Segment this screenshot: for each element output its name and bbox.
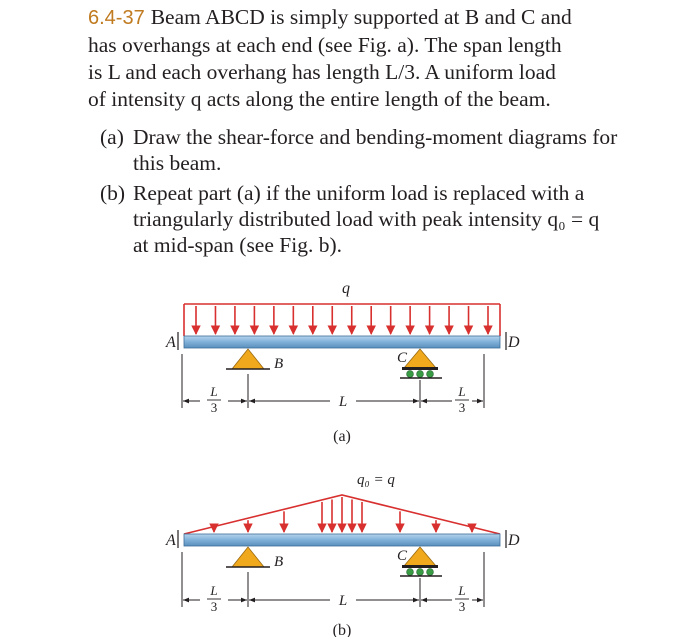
point-a-label: A [166, 334, 176, 351]
figure-a-diagram [0, 280, 700, 460]
problem-line-3: is L and each overhang has length L/3. A uniform load [88, 60, 556, 84]
part-a-label: (a) [100, 125, 124, 149]
dimensions [182, 354, 484, 408]
overhang-num-right: L [458, 583, 466, 598]
problem-statement [88, 4, 628, 113]
load-arrows [196, 306, 488, 334]
figure-b [0, 455, 700, 635]
point-d-label: D [508, 334, 520, 351]
figure-b-diagram [0, 455, 700, 637]
part-b-text: Repeat part (a) if the uniform load is replaced with a triangularly distributed load with peak intensity q₀ = q at mid-span (see Fig. b). [133, 181, 600, 257]
overhang-num-left: L [210, 583, 218, 598]
figure-a-caption: (a) [333, 428, 351, 445]
beam [184, 534, 500, 546]
problem-parts [100, 124, 620, 262]
figure-b-caption: (b) [332, 622, 352, 637]
part-b-label: (b) [100, 181, 126, 205]
pin-support-b [226, 547, 270, 567]
overhang-den-right: 3 [458, 400, 466, 415]
problem-line [88, 4, 628, 32]
overhang-num-right: L [458, 384, 466, 399]
problem-line-1: Beam ABCD is simply supported at B and C and [150, 5, 572, 29]
span-label: L [338, 593, 348, 609]
point-b-label: B [274, 356, 284, 372]
point-c-label: C [397, 548, 408, 564]
point-c-label: C [397, 350, 408, 366]
problem-number: 6.4-37 [88, 7, 145, 29]
point-d-label: D [508, 532, 520, 549]
overhang-den-left: 3 [210, 400, 218, 415]
overhang-dim-left [207, 583, 221, 614]
beam [184, 336, 500, 348]
part-b [100, 180, 620, 258]
dimensions [182, 552, 484, 607]
overhang-dim-right [455, 384, 469, 415]
overhang-den-right: 3 [458, 599, 466, 614]
point-a-label: A [166, 532, 176, 549]
pin-support-b [226, 349, 270, 369]
span-label: L [338, 394, 348, 410]
overhang-num-left: L [210, 384, 218, 399]
overhang-den-left: 3 [210, 599, 218, 614]
overhang-dim-right [455, 583, 469, 614]
load-arrows [214, 497, 472, 532]
problem-line-2: has overhangs at each end (see Fig. a). The span length [88, 33, 562, 57]
overhang-dim-left [207, 384, 221, 415]
peak-load-label: q₀ = q [357, 472, 395, 488]
load-label: q [342, 280, 350, 297]
part-a-text: Draw the shear-force and bending-moment diagrams for this beam. [133, 125, 618, 175]
uniform-load [184, 304, 500, 336]
point-b-label: B [274, 554, 284, 570]
part-a [100, 124, 620, 176]
figure-a [0, 280, 700, 460]
problem-line-4: of intensity q acts along the entire length of the beam. [88, 87, 551, 111]
